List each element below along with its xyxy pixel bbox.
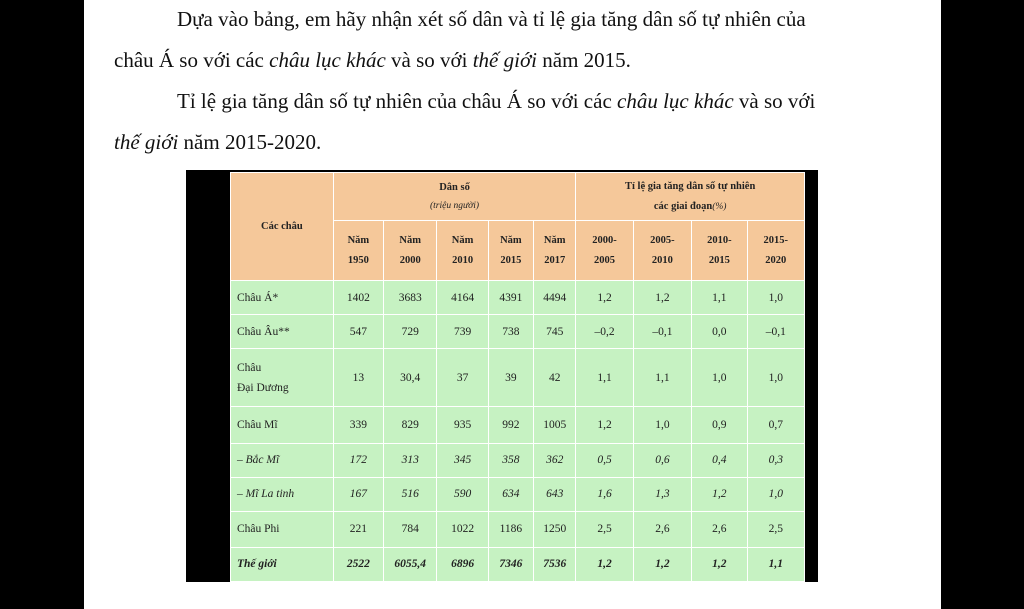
header-text: 2010- (707, 234, 732, 246)
table-row (231, 477, 805, 511)
growth-rate-cell: 1,1 (633, 349, 691, 407)
growth-rate-cell: –0,2 (576, 315, 633, 349)
population-cell: 992 (488, 407, 533, 443)
period-header (633, 221, 691, 281)
header-text: 2015- (763, 234, 788, 246)
header-text: 2000- (592, 234, 617, 246)
population-cell: 547 (333, 315, 383, 349)
growth-rate-cell: –0,1 (633, 315, 691, 349)
text-run: năm 2015. (537, 48, 631, 72)
growth-rate-cell: 1,2 (692, 477, 747, 511)
growth-rate-cell: 1,0 (747, 281, 805, 315)
population-cell: 643 (534, 477, 576, 511)
population-cell: 590 (437, 477, 488, 511)
growth-rate-cell: 1,2 (576, 407, 633, 443)
growth-rate-cell: 2,5 (576, 511, 633, 547)
growth-rate-cell: 0,0 (692, 315, 747, 349)
growth-rate-cell: 0,5 (576, 443, 633, 477)
growth-rate-cell: 1,1 (692, 281, 747, 315)
population-cell: 2522 (333, 547, 383, 581)
population-header (333, 173, 576, 221)
growth-rate-cell: 1,1 (576, 349, 633, 407)
population-cell: 6896 (437, 547, 488, 581)
table-image (186, 170, 818, 582)
growth-rate-cell: 2,6 (692, 511, 747, 547)
italic-text: thế giới (472, 48, 537, 72)
population-cell: 6055,4 (384, 547, 437, 581)
population-cell: 42 (534, 349, 576, 407)
table-row (231, 349, 805, 407)
growth-rate-cell: 1,0 (633, 407, 691, 443)
population-cell: 30,4 (384, 349, 437, 407)
growth-rate-cell: 1,2 (633, 281, 691, 315)
growth-rate-cell: 0,9 (692, 407, 747, 443)
population-cell: 7536 (534, 547, 576, 581)
region-name-cell: Châu Âu** (231, 315, 334, 349)
period-header (747, 221, 805, 281)
year-header (333, 221, 383, 281)
text-run: năm 2015-2020. (178, 130, 322, 154)
header-text: 2020 (765, 254, 787, 266)
header-text: Năm (347, 234, 370, 246)
header-text: 2005 (594, 254, 616, 266)
year-header (534, 221, 576, 281)
document-page (84, 0, 941, 609)
header-text: Năm (399, 234, 421, 246)
italic-text: châu lục khác (269, 48, 386, 72)
growth-rate-cell: 0,6 (633, 443, 691, 477)
text-run: và so với (385, 48, 473, 72)
growth-rate-cell: 1,2 (576, 547, 633, 581)
header-text: 2015 (708, 254, 730, 266)
paragraph-1-line-1 (177, 9, 806, 30)
table-row (231, 407, 805, 443)
population-cell: 7346 (488, 547, 533, 581)
text-run: châu Á so với các (114, 48, 270, 72)
population-cell: 167 (333, 477, 383, 511)
population-cell: 1022 (437, 511, 488, 547)
region-name-cell: Thế giới (231, 547, 334, 581)
population-table (230, 172, 805, 582)
region-name-cell: Châu Mĩ (231, 407, 334, 443)
growth-rate-cell: 1,1 (747, 547, 805, 581)
text-run: Tỉ lệ gia tăng dân số tự nhiên của châu Á so với các (177, 89, 618, 113)
table-row (231, 443, 805, 477)
unit-text: (%) (712, 201, 727, 212)
population-cell: 37 (437, 349, 488, 407)
population-cell: 1402 (333, 281, 383, 315)
table-row (231, 281, 805, 315)
header-text: 2000 (399, 254, 421, 266)
region-name-cell: – Mĩ La tinh (231, 477, 334, 511)
population-cell: 634 (488, 477, 533, 511)
population-cell: 4164 (437, 281, 488, 315)
growth-rate-cell: –0,1 (747, 315, 805, 349)
population-cell: 313 (384, 443, 437, 477)
growth-rate-cell: 1,3 (633, 477, 691, 511)
population-cell: 4494 (534, 281, 576, 315)
text-run: Dựa vào bảng, em hãy nhận xét số dân và tỉ lệ gia tăng dân số tự nhiên của (177, 7, 806, 31)
header-text: 2010 (452, 254, 474, 266)
growth-rate-cell: 0,4 (692, 443, 747, 477)
header-text: 2015 (500, 254, 522, 266)
period-header (692, 221, 747, 281)
growth-rate-cell: 2,6 (633, 511, 691, 547)
region-name-text: Châu (237, 361, 262, 374)
growth-rate-cell: 1,2 (633, 547, 691, 581)
table-row (231, 315, 805, 349)
table-row (231, 547, 805, 581)
population-cell: 345 (437, 443, 488, 477)
header-text: Các châu (260, 220, 303, 232)
population-cell: 935 (437, 407, 488, 443)
growth-rate-cell: 0,7 (747, 407, 805, 443)
growth-rate-cell: 2,5 (747, 511, 805, 547)
region-name-cell (231, 349, 334, 407)
italic-text: thế giới (114, 130, 179, 154)
header-text: 2017 (544, 254, 566, 266)
paragraph-2-line-2 (114, 132, 321, 153)
population-cell: 39 (488, 349, 533, 407)
year-header (488, 221, 533, 281)
header-text: Năm (451, 234, 474, 246)
population-cell: 362 (534, 443, 576, 477)
header-text: 2010 (651, 254, 673, 266)
header-text: Dân số (439, 181, 470, 193)
text-run: và so với (733, 89, 816, 113)
population-cell: 339 (333, 407, 383, 443)
population-cell: 516 (384, 477, 437, 511)
growth-rate-cell: 1,2 (576, 281, 633, 315)
period-header (576, 221, 633, 281)
paragraph-1-line-2 (114, 50, 631, 71)
header-text: Năm (500, 234, 522, 246)
year-header (384, 221, 437, 281)
growth-rate-cell: 1,2 (692, 547, 747, 581)
header-text: 2005- (650, 234, 675, 246)
region-name-cell: – Bắc Mĩ (231, 443, 334, 477)
population-cell: 221 (333, 511, 383, 547)
population-cell: 739 (437, 315, 488, 349)
population-cell: 784 (384, 511, 437, 547)
region-name-cell: Châu Á* (231, 281, 334, 315)
population-cell: 745 (534, 315, 576, 349)
population-cell: 172 (333, 443, 383, 477)
growth-header (576, 173, 805, 221)
population-cell: 829 (384, 407, 437, 443)
unit-text: (triệu người) (429, 201, 480, 212)
population-cell: 4391 (488, 281, 533, 315)
growth-rate-cell: 1,0 (747, 477, 805, 511)
header-text: Năm (543, 234, 566, 246)
growth-rate-cell: 1,0 (692, 349, 747, 407)
region-name-text: Đại Dương (237, 381, 289, 394)
header-text (579, 197, 801, 217)
population-cell: 738 (488, 315, 533, 349)
region-name-cell: Châu Phi (231, 511, 334, 547)
header-text: các giai đoạn (653, 200, 713, 212)
table-row (231, 511, 805, 547)
header-text: 1950 (347, 254, 369, 266)
growth-rate-cell: 1,0 (747, 349, 805, 407)
population-cell: 1186 (488, 511, 533, 547)
growth-rate-cell: 1,6 (576, 477, 633, 511)
italic-text: châu lục khác (617, 89, 734, 113)
population-cell: 13 (333, 349, 383, 407)
population-cell: 729 (384, 315, 437, 349)
year-header (437, 221, 488, 281)
paragraph-2-line-1 (177, 91, 815, 112)
population-cell: 3683 (384, 281, 437, 315)
header-text: Tỉ lệ gia tăng dân số tự nhiên (625, 180, 756, 192)
population-cell: 1005 (534, 407, 576, 443)
growth-rate-cell: 0,3 (747, 443, 805, 477)
population-cell: 358 (488, 443, 533, 477)
region-header (231, 173, 334, 281)
population-cell: 1250 (534, 511, 576, 547)
